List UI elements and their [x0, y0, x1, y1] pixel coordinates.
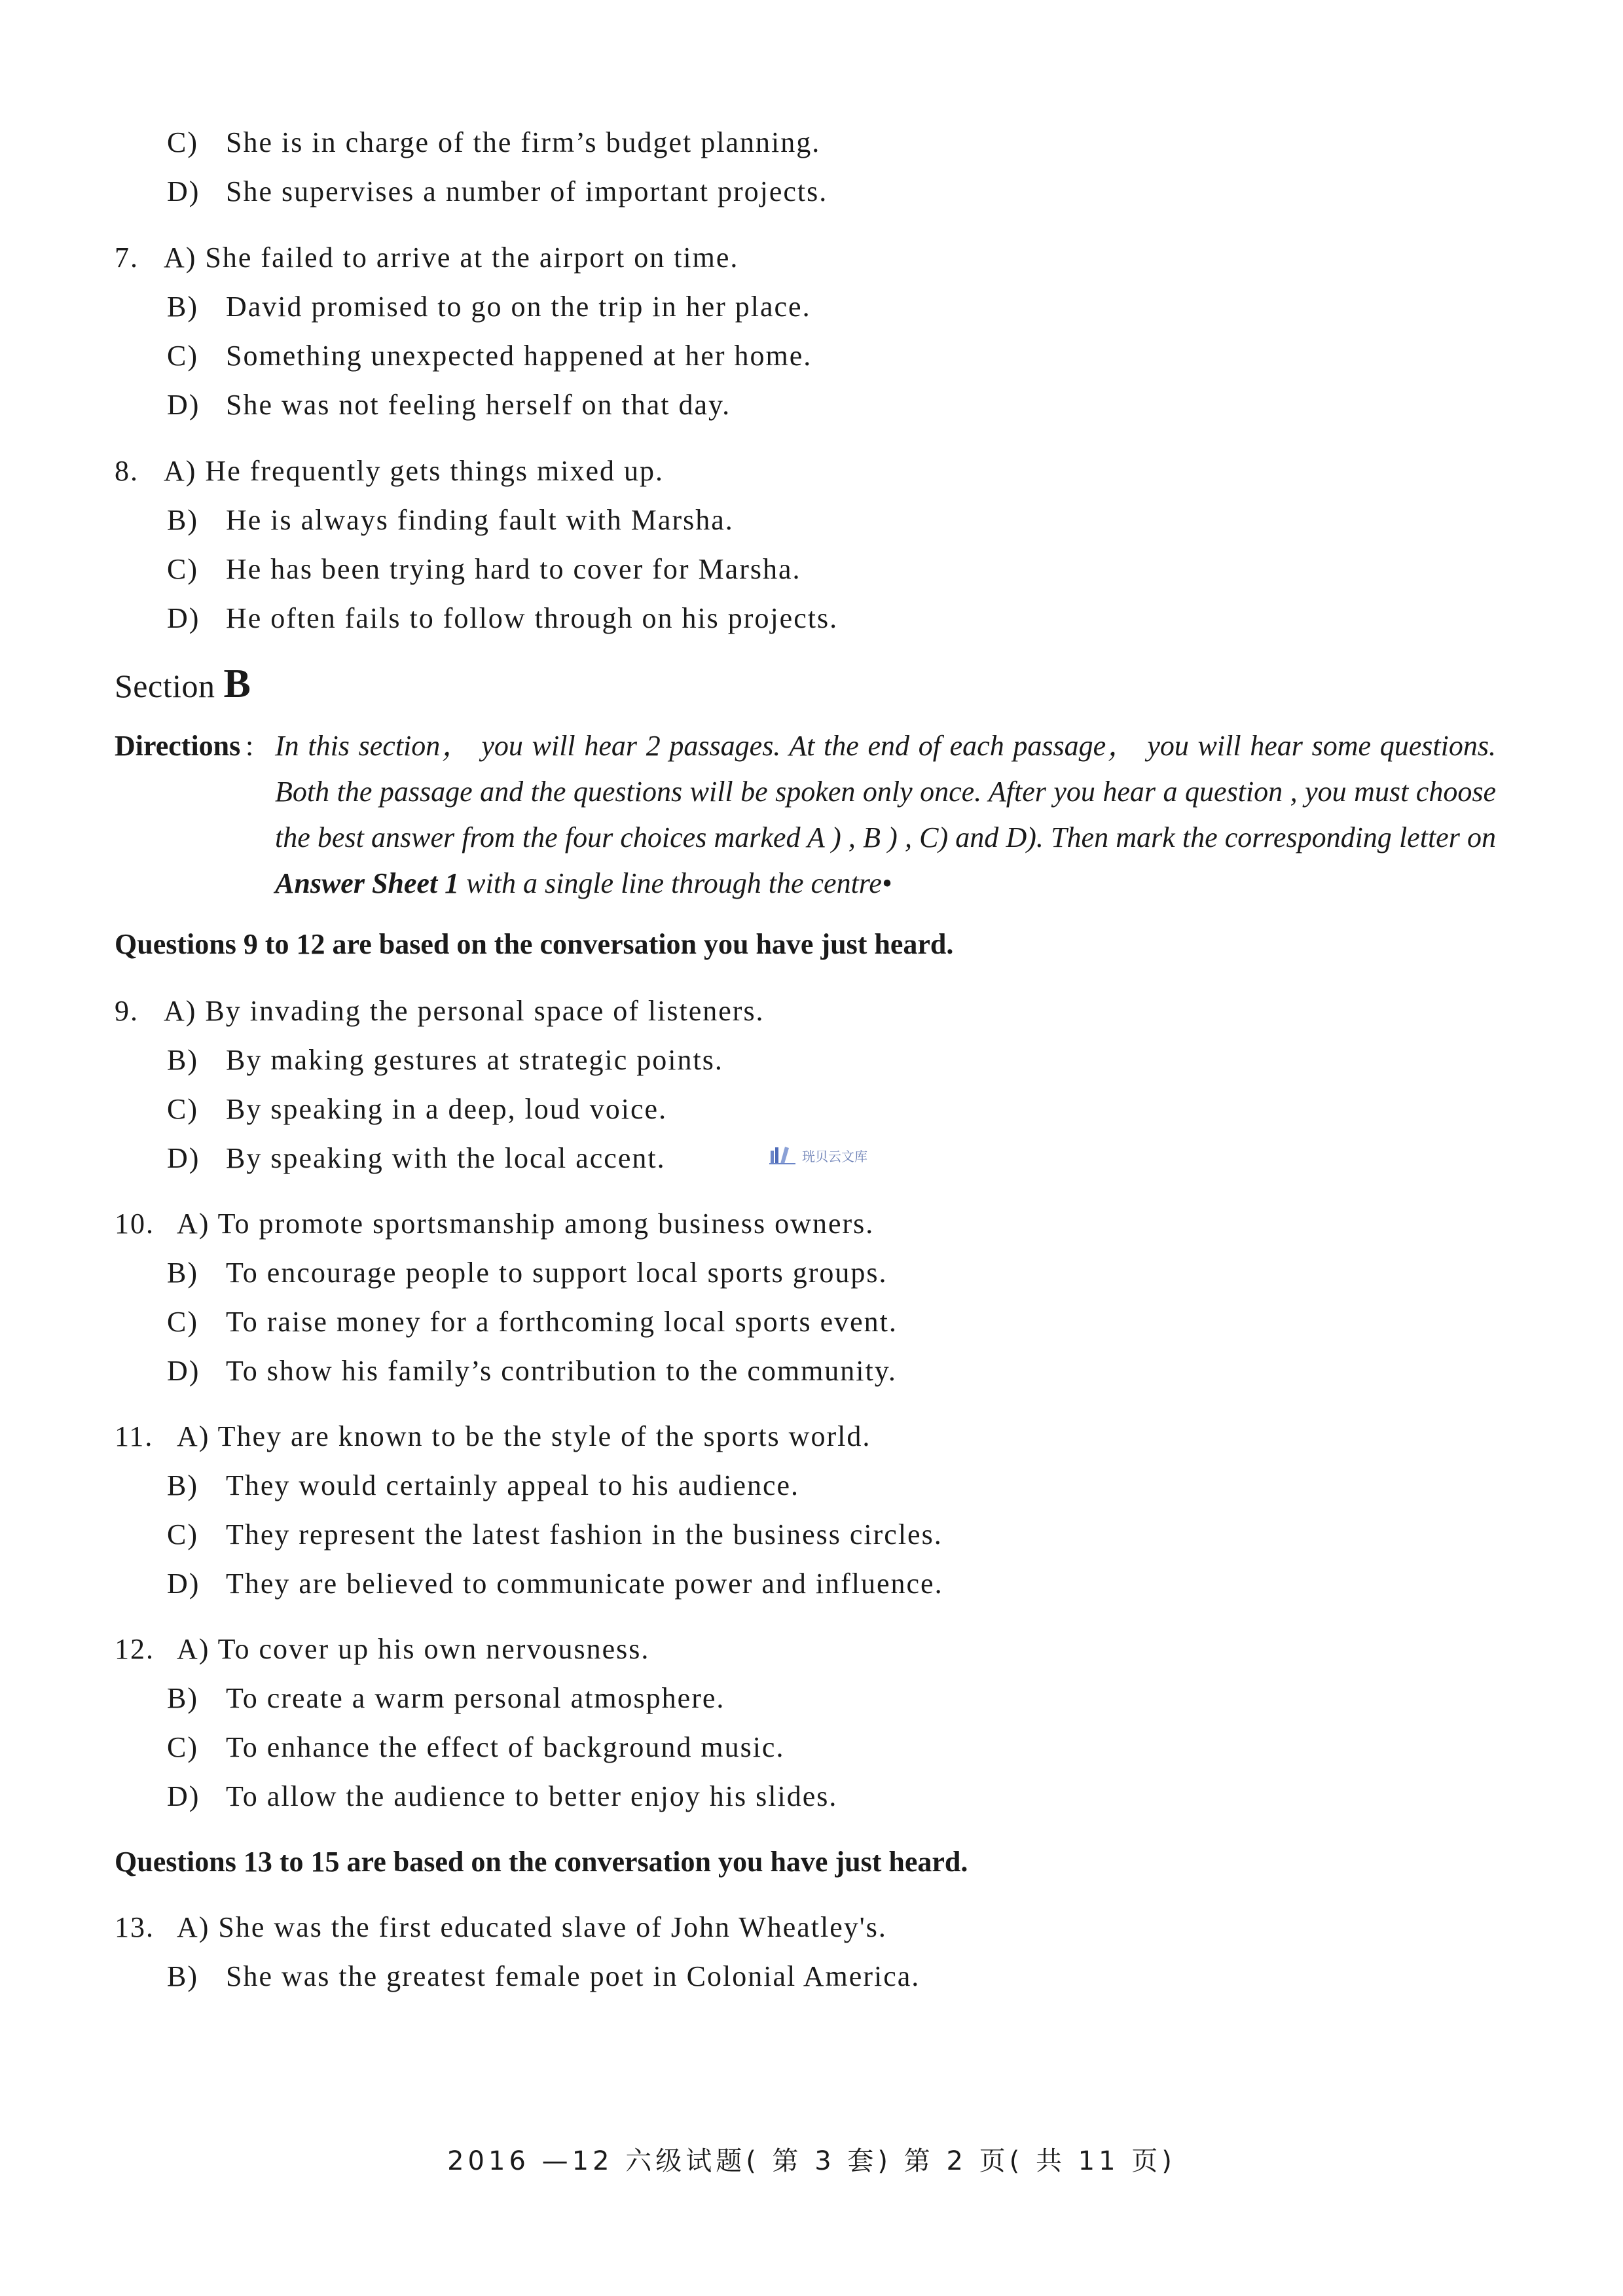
option-text: She supervises a number of important projects. — [226, 175, 828, 207]
watermark-logo — [769, 1142, 867, 1168]
q8-option-b — [167, 501, 734, 540]
q11-option-b — [167, 1466, 799, 1505]
option-letter: B) — [167, 1044, 198, 1076]
q8-option-d — [167, 599, 838, 638]
option-text: A) By invading the personal space of listeners. — [164, 995, 765, 1027]
option-text: A) She was the first educated slave of John Wheatley's. — [177, 1911, 887, 1943]
question-number: 10. — [115, 1208, 155, 1240]
option-letter: C) — [167, 1731, 198, 1763]
section-word: Section — [115, 668, 224, 704]
q7-option-d — [167, 386, 731, 425]
option-letter: C) — [167, 340, 198, 372]
watermark-text: 珖贝云文库 — [802, 1148, 867, 1164]
q13-option-b — [167, 1957, 920, 1996]
option-letter: D) — [167, 389, 200, 421]
q11-option-d — [167, 1564, 943, 1604]
directions-part2: with a single line through the centre• — [459, 867, 892, 899]
option-text: A) They are known to be the style of the sports world. — [177, 1420, 871, 1452]
q12-option-d — [167, 1777, 837, 1816]
q9-option-b — [167, 1041, 723, 1080]
option-text: She was not feeling herself on that day. — [226, 389, 731, 421]
option-letter: B) — [167, 291, 198, 323]
q9-option-c — [167, 1090, 667, 1129]
q12-option-b — [167, 1679, 725, 1718]
option-letter: B) — [167, 504, 198, 536]
q9-option-d — [167, 1139, 666, 1178]
q12-option-c — [167, 1728, 784, 1767]
question-number: 8. — [115, 455, 139, 487]
option-text: To raise money for a forthcoming local sports event. — [226, 1306, 898, 1338]
option-text: A) He frequently gets things mixed up. — [164, 455, 664, 487]
question-number: 11. — [115, 1420, 154, 1452]
option-letter: C) — [167, 553, 198, 585]
section-letter: B — [223, 662, 251, 706]
q7-option-a — [115, 238, 739, 278]
directions-block — [115, 723, 1496, 906]
question-number: 12. — [115, 1633, 155, 1665]
option-text: Something unexpected happened at her home. — [226, 340, 812, 372]
books-icon — [769, 1145, 798, 1165]
section-heading — [115, 661, 251, 709]
option-text: They would certainly appeal to his audience. — [226, 1469, 800, 1501]
directions-part1: In this section， you will hear 2 passages. At the end of each passage， you will hear some questions. Both the passage and the questions will be spoken only once. After you hear a question , you must choose the best answer from the four choices marked A ) , B ) , C) and D). Then mark the corresponding letter on — [275, 730, 1496, 853]
option-text: She was the greatest female poet in Colonial America. — [226, 1960, 921, 1992]
option-letter: C) — [167, 1306, 198, 1338]
option-text: By speaking in a deep, loud voice. — [226, 1093, 668, 1125]
option-text: A) To cover up his own nervousness. — [177, 1633, 650, 1665]
question-number: 7. — [115, 242, 139, 274]
q10-option-a — [115, 1204, 874, 1244]
q6-option-d — [167, 172, 828, 211]
directions-colon: : — [246, 730, 254, 762]
q8-option-c — [167, 550, 801, 589]
q10-option-c — [167, 1302, 898, 1342]
subheading-questions-9-12: Questions 9 to 12 are based on the conversation you have just heard. — [115, 928, 954, 960]
option-letter: C) — [167, 1093, 198, 1125]
option-letter: D) — [167, 175, 200, 207]
option-letter: D) — [167, 1568, 200, 1600]
option-text: They are believed to communicate power and influence. — [226, 1568, 943, 1600]
option-text: To enhance the effect of background music. — [226, 1731, 785, 1763]
option-text: To allow the audience to better enjoy his slides. — [226, 1780, 838, 1812]
option-text: They represent the latest fashion in the business circles. — [226, 1518, 943, 1551]
option-text: She is in charge of the firm’s budget planning. — [226, 126, 821, 158]
option-letter: B) — [167, 1257, 198, 1289]
answer-sheet-ref: Answer Sheet 1 — [275, 867, 460, 899]
option-letter: B) — [167, 1682, 198, 1714]
option-text: To show his family’s contribution to the community. — [226, 1355, 897, 1387]
option-letter: D) — [167, 1780, 200, 1812]
directions-label: Directions — [115, 730, 241, 762]
q13-option-a — [115, 1908, 887, 1947]
q7-option-c — [167, 336, 812, 376]
option-letter: B) — [167, 1469, 198, 1501]
option-text: A) She failed to arrive at the airport on time. — [164, 242, 739, 274]
q10-option-b — [167, 1253, 888, 1293]
q10-option-d — [167, 1352, 897, 1391]
option-text: David promised to go on the trip in her place. — [226, 291, 811, 323]
q11-option-c — [167, 1515, 943, 1554]
option-letter: D) — [167, 602, 200, 634]
option-text: A) To promote sportsmanship among business owners. — [177, 1208, 875, 1240]
question-number: 13. — [115, 1911, 155, 1943]
directions-text — [275, 723, 1496, 906]
q9-option-a — [115, 992, 765, 1031]
option-letter: B) — [167, 1960, 198, 1992]
q11-option-a — [115, 1417, 871, 1456]
option-text: To create a warm personal atmosphere. — [226, 1682, 725, 1714]
page-footer: 2016 —12 六级试题( 第 3 套) 第 2 页( 共 11 页) — [447, 2146, 1176, 2176]
option-letter: C) — [167, 126, 198, 158]
option-text: By making gestures at strategic points. — [226, 1044, 723, 1076]
subheading-questions-13-15: Questions 13 to 15 are based on the conversation you have just heard. — [115, 1846, 968, 1878]
option-letter: D) — [167, 1142, 200, 1174]
option-text: By speaking with the local accent. — [226, 1142, 666, 1174]
q6-option-c — [167, 123, 820, 162]
option-text: He has been trying hard to cover for Marsha. — [226, 553, 801, 585]
option-text: He often fails to follow through on his projects. — [226, 602, 839, 634]
option-letter: C) — [167, 1518, 198, 1551]
q12-option-a — [115, 1630, 649, 1669]
option-text: To encourage people to support local sports groups. — [226, 1257, 888, 1289]
q8-option-a — [115, 452, 664, 491]
q7-option-b — [167, 287, 811, 327]
question-number: 9. — [115, 995, 139, 1027]
option-text: He is always finding fault with Marsha. — [226, 504, 734, 536]
option-letter: D) — [167, 1355, 200, 1387]
